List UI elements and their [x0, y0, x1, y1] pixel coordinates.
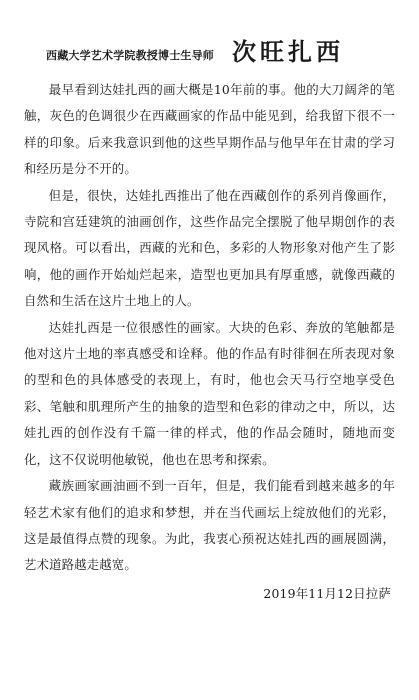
document-header — [46, 34, 395, 66]
document-body — [24, 77, 395, 579]
paragraph-4: 藏族画家画油画不到一百年，但是，我们能看到越来越多的年轻艺术家有他们的追求和梦想，并在当代画坛上绽放他们的光彩，这是最值得点赞的现象。为此，我衷心预祝达娃扎西的画展圆满，艺术道路越走越宽。 — [24, 478, 395, 573]
paragraph-3: 达娃扎西是一位很感性的画家。大块的色彩、奔放的笔触都是他对这片土地的率真感受和诠释。他的作品有时徘徊在所表现对象的型和色的具体感受的表现上，有时，他也会天马行空地享受色彩、笔触和肌理所产生的抽象的造型和色彩的律动之中，所以，达娃扎西的创作没有千篇一律的样式，他的作品会随时，随地而变化，这不仅说明他敏锐，他也在思考和探索。 — [24, 319, 395, 467]
author-name: 次旺扎西 — [232, 37, 344, 66]
author-affiliation: 西藏大学艺术学院教授博士生导师 — [46, 49, 214, 62]
paragraph-1: 最早看到达娃扎西的画大概是10年前的事。他的大刀阔斧的笔触，灰色的色调很少在西藏画家的作品中能见到，给我留下很不一样的印象。后来我意识到他的这些早期作品与他早年在甘肃的学习和经历是分不开的。 — [24, 82, 395, 177]
paragraph-2: 但是，很快，达娃扎西推出了他在西藏创作的系列肖像画作，寺院和宫廷建筑的油画创作，这些作品完全摆脱了他早期创作的表现风格。可以看出，西藏的光和色，多彩的人物形象对他产生了影响，他的画作开始灿烂起来，造型也更加具有厚重感，就像西藏的自然和生活在这片土地上的人。 — [24, 187, 395, 309]
date-place-signature: 2019年11月12日拉萨 — [263, 585, 391, 601]
